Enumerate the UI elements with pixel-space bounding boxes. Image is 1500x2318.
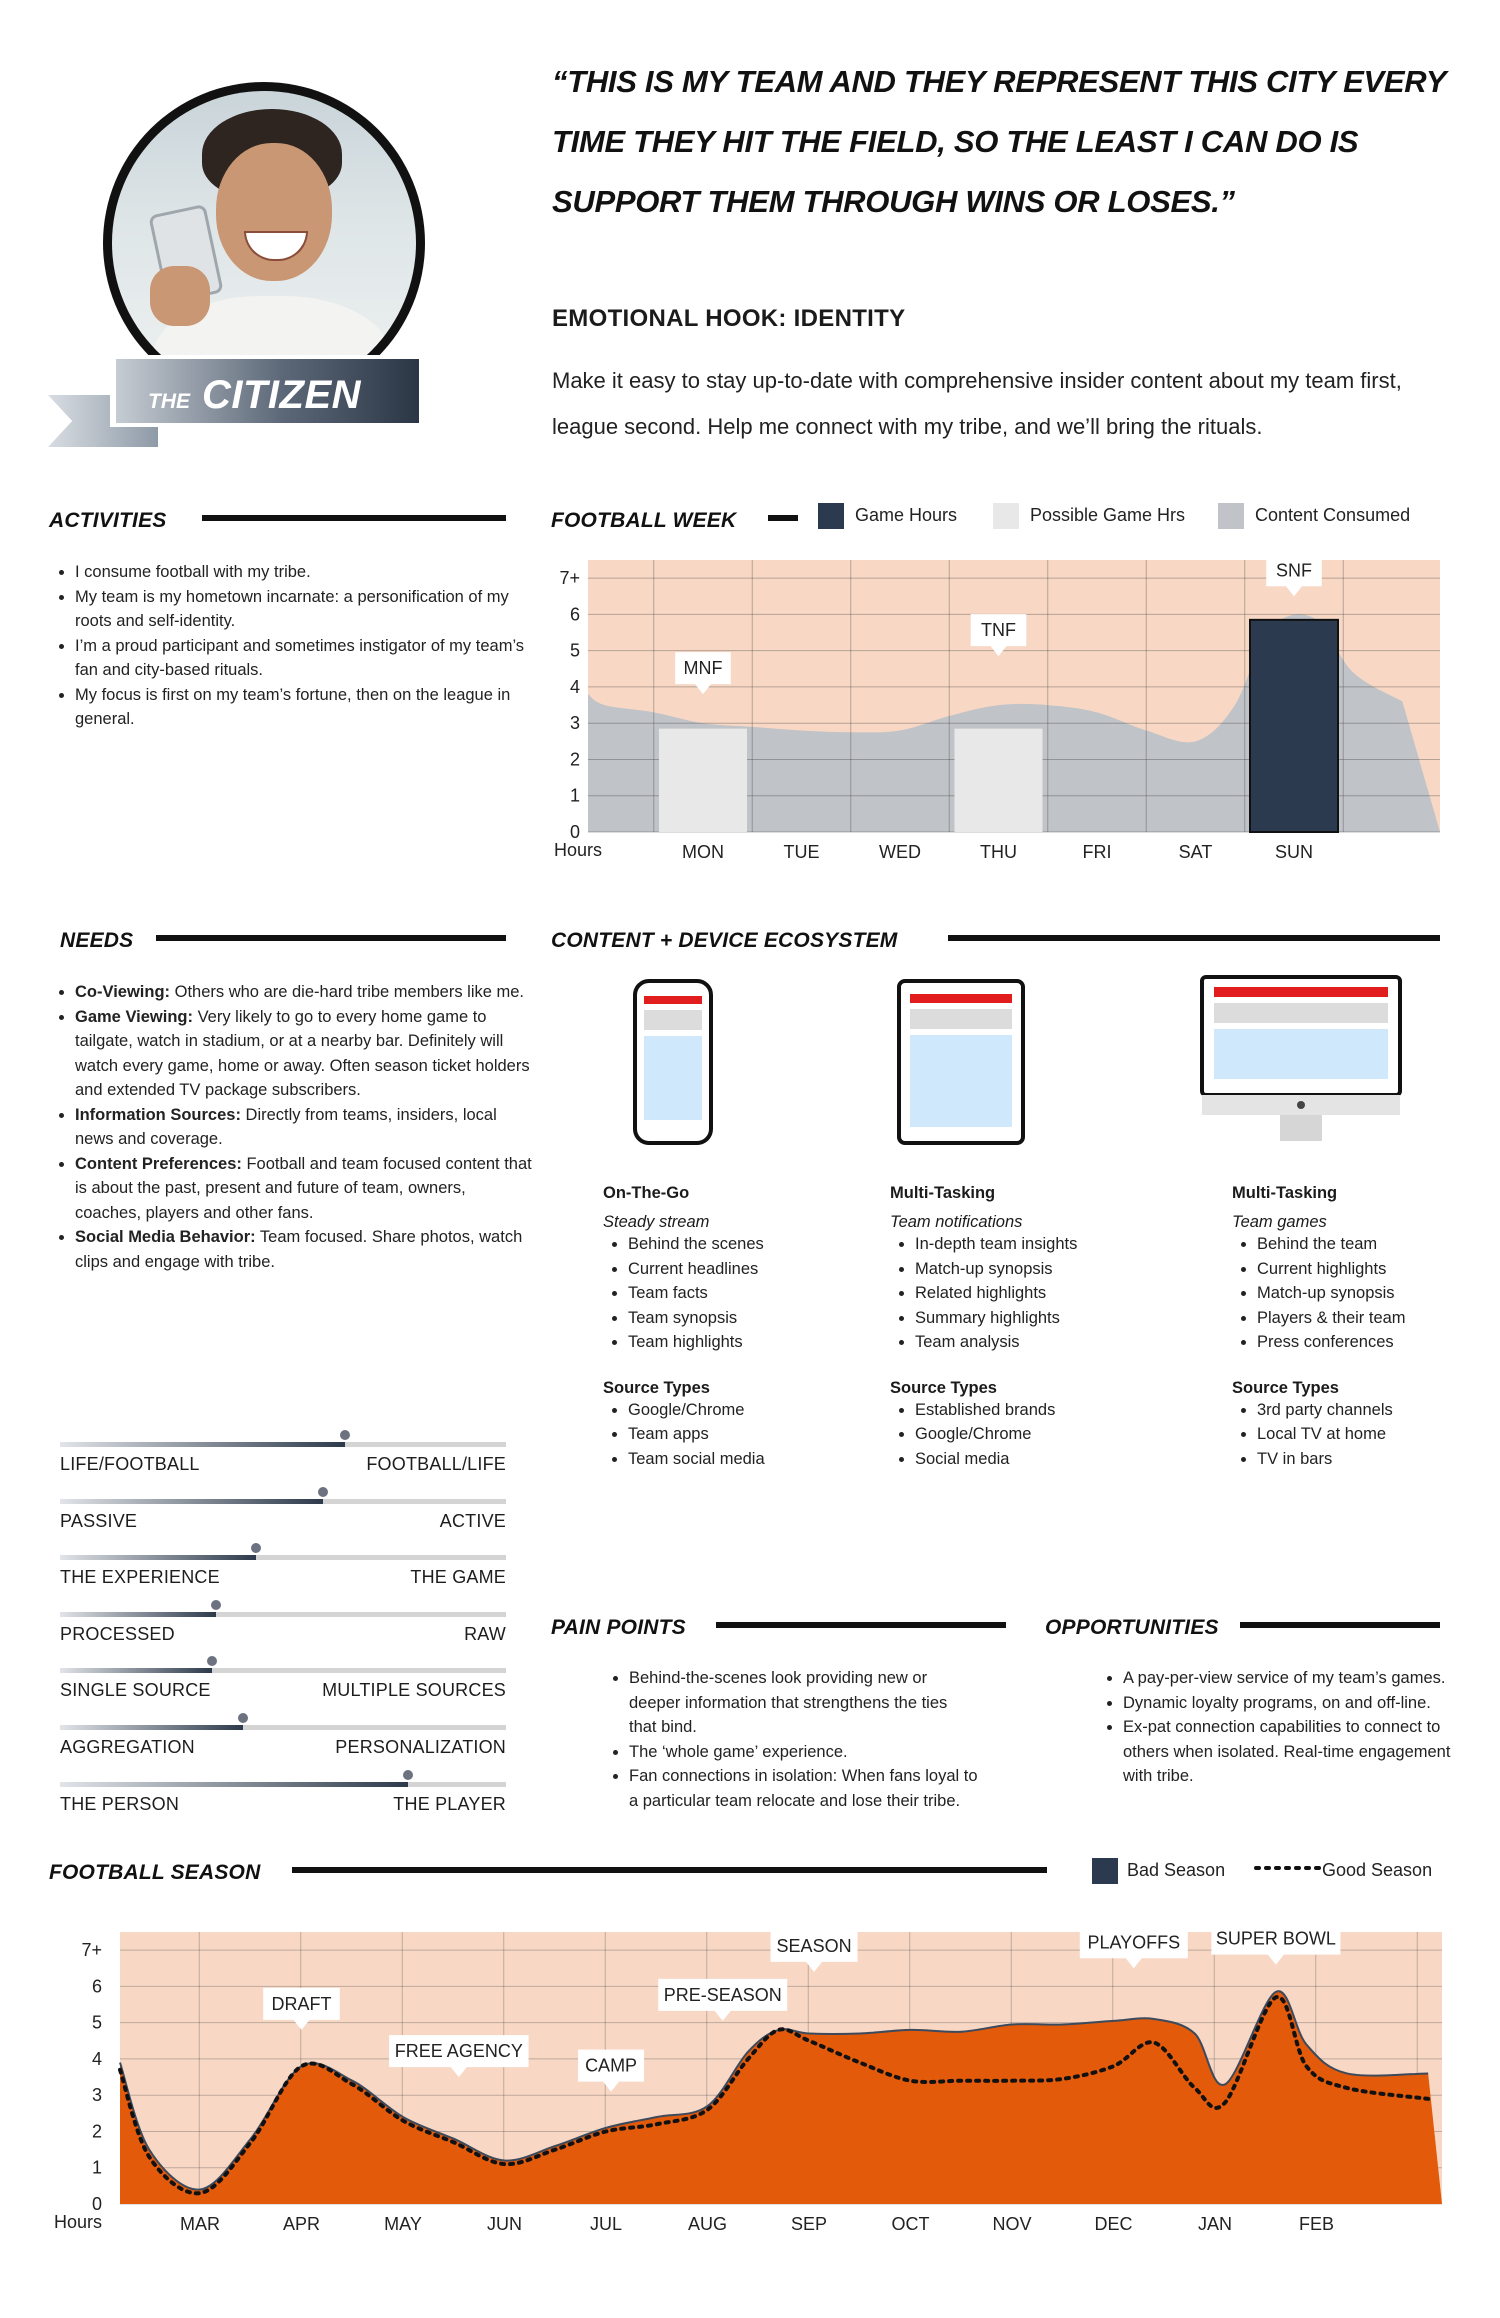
source-types-heading: Source Types (1232, 1378, 1339, 1397)
pain-point-item: • Behind-the-scenes look providing new or deeper information that strengthens the ties that bind. (629, 1666, 979, 1740)
callout-label: PLAYOFFS (1087, 1932, 1181, 1953)
slider-fill (60, 1555, 256, 1560)
slider-right-label: THE PLAYER (393, 1793, 506, 1814)
legend-label-game-hours: Game Hours (855, 505, 958, 525)
device-content-list (1232, 1232, 1462, 1355)
content-item: • Team synopsis (628, 1306, 863, 1331)
ecosystem-title: CONTENT + DEVICE ECOSYSTEM (551, 929, 898, 952)
slider-fill (60, 1499, 323, 1504)
callout-label: TNF (981, 620, 1016, 641)
name-banner-inner (116, 359, 419, 423)
slider-right-label: MULTIPLE SOURCES (322, 1680, 506, 1701)
emotional-hook-text: Make it easy to stay up-to-date with comprehensive insider content about my team first, league second. Help me connect with my tribe, and we’ll bring the rituals. (552, 368, 1402, 439)
pain-points-list (604, 1666, 979, 1813)
need-label: Content Preferences: (75, 1154, 242, 1173)
slider-fill (60, 1442, 345, 1447)
source-types-list (1232, 1398, 1462, 1472)
x-tick-label: MON (682, 842, 724, 862)
emotional-hook-title: EMOTIONAL HOOK: IDENTITY (552, 305, 906, 332)
y-tick-label: 3 (91, 2085, 102, 2106)
x-tick-label: DEC (1094, 2214, 1133, 2234)
persona-quote: “THIS IS MY TEAM AND THEY REPRESENT THIS CITY EVERY TIME THEY HIT THE FIELD, SO THE LEAST I CAN DO IS SUPPORT THEM THROUGH WINS OR LOSES.” (552, 64, 1446, 219)
need-item (75, 1225, 535, 1274)
need-item (75, 1152, 535, 1226)
slider-left-label: AGGREGATION (60, 1737, 195, 1757)
slider-fill (60, 1782, 408, 1787)
legend-swatch-content-consumed (1218, 503, 1244, 529)
device-content-list (890, 1232, 1120, 1355)
slider-fill (60, 1668, 212, 1673)
spectrum-sliders (60, 1440, 506, 1820)
content-item: • Match-up synopsis (915, 1257, 1120, 1282)
activities-list (50, 560, 535, 732)
spectrum-slider (60, 1440, 506, 1490)
slider-marker-icon (251, 1543, 261, 1553)
device-heading: On-The-Go (603, 1184, 690, 1202)
slider-right-label: ACTIVE (439, 1510, 506, 1531)
slider-marker-icon (340, 1430, 350, 1440)
source-item: • Team social media (628, 1447, 863, 1472)
source-types-list (890, 1398, 1120, 1472)
pain-points-title: PAIN POINTS (551, 1616, 686, 1639)
need-label: Game Viewing: (75, 1007, 193, 1026)
need-item (75, 980, 535, 1005)
y-tick-label: 2 (569, 749, 580, 770)
y-tick-label: 1 (569, 785, 580, 806)
content-item: • In-depth team insights (915, 1232, 1120, 1257)
content-item: • Behind the scenes (628, 1232, 863, 1257)
x-tick-label: WED (879, 842, 921, 862)
x-tick-label: THU (980, 842, 1017, 862)
y-tick-label: 2 (91, 2121, 102, 2142)
y-tick-label: 5 (91, 2012, 102, 2033)
slider-left-label: PROCESSED (60, 1623, 175, 1644)
y-tick-label: 3 (569, 713, 580, 734)
source-item: • Team apps (628, 1422, 863, 1447)
legend-label-possible-game-hrs: Possible Game Hrs (1030, 505, 1186, 525)
spectrum-slider (60, 1780, 506, 1830)
slider-fill (60, 1612, 216, 1617)
source-item: • Social media (915, 1447, 1120, 1472)
needs-rule (156, 935, 506, 941)
y-tick-label: 7+ (81, 1940, 102, 1961)
source-item: • Google/Chrome (628, 1398, 863, 1423)
football-week-chart (540, 550, 1450, 875)
callout-label: FREE AGENCY (394, 2041, 523, 2062)
content-item: • Related highlights (915, 1281, 1120, 1306)
content-item: • Current highlights (1257, 1257, 1462, 1282)
content-item: • Match-up synopsis (1257, 1281, 1462, 1306)
pain-point-item: • Fan connections in isolation: When fans loyal to a particular team relocate and lose their tribe. (629, 1764, 979, 1813)
source-types-heading: Source Types (603, 1378, 710, 1397)
x-tick-label: MAY (384, 2214, 422, 2234)
x-tick-label: OCT (891, 2214, 930, 2234)
legend-swatch-game-hours (818, 503, 844, 529)
pain-points-rule (716, 1622, 1006, 1628)
y-tick-label: 0 (569, 822, 580, 842)
needs-title: NEEDS (60, 929, 134, 952)
season-chart-rule (292, 1867, 1047, 1873)
slider-marker-icon (207, 1656, 217, 1666)
need-item (75, 1103, 535, 1152)
tablet-icon (896, 978, 1026, 1146)
x-tick-label: SUN (1274, 842, 1314, 862)
y-tick-label: 5 (569, 640, 580, 661)
slider-right-label: FOOTBALL/LIFE (366, 1454, 506, 1474)
device-subheading: Team notifications (890, 1213, 1023, 1231)
need-label: Co-Viewing: (75, 983, 171, 1001)
device-column-tablet (890, 1184, 1120, 1471)
source-item: • Local TV at home (1257, 1422, 1462, 1447)
activity-item: • My focus is first on my team’s fortune, then on the league in general. (75, 683, 535, 732)
persona-name: CITIZEN (202, 373, 362, 417)
need-text: Directly from teams, insiders, local news and coverage. (75, 1105, 497, 1148)
slider-right-label: RAW (464, 1623, 506, 1644)
ecosystem-rule (948, 935, 1440, 941)
callout-label: SUPER BOWL (1215, 1928, 1336, 1949)
source-item: • 3rd party channels (1257, 1398, 1462, 1423)
need-text: Team focused. Share photos, watch clips and engage with tribe. (75, 1228, 523, 1271)
opportunity-item: • Ex-pat connection capabilities to connect to others when isolated. Real-time engagement with tribe. (1123, 1715, 1463, 1789)
slider-right-label: THE GAME (410, 1567, 506, 1588)
y-tick-label: 0 (91, 2194, 102, 2214)
x-tick-label: NOV (992, 2214, 1032, 2234)
source-item: • TV in bars (1257, 1447, 1462, 1472)
legend-label-good-season: Good Season (1322, 1860, 1433, 1880)
source-types-heading: Source Types (890, 1378, 997, 1397)
activity-item: • I consume football with my tribe. (75, 560, 535, 585)
smiling-person-with-phone-photo (112, 91, 416, 395)
device-heading: Multi-Tasking (1232, 1184, 1338, 1202)
legend-swatch-bad-season (1092, 1858, 1118, 1884)
bar-possible-game-hrs (659, 729, 747, 832)
opportunities-title: OPPORTUNITIES (1045, 1616, 1219, 1639)
source-item: • Established brands (915, 1398, 1120, 1423)
slider-fill (60, 1725, 243, 1730)
legend-dotted-line-icon (1254, 1862, 1322, 1874)
content-item: • Team highlights (628, 1330, 863, 1355)
week-chart-rule (768, 515, 798, 521)
season-chart-title: FOOTBALL SEASON (49, 1861, 261, 1884)
device-content-list (603, 1232, 863, 1355)
slider-left-label: PASSIVE (60, 1510, 138, 1531)
content-item: • Players & their team (1257, 1306, 1462, 1331)
callout-label: PRE-SEASON (663, 1984, 782, 2005)
x-tick-label: SAT (1178, 842, 1213, 862)
activities-rule (202, 515, 506, 521)
y-tick-label: 4 (91, 2048, 102, 2069)
opportunity-item: • A pay-per-view service of my team’s games. (1123, 1666, 1463, 1691)
slider-marker-icon (318, 1487, 328, 1497)
callout-label: CAMP (585, 2055, 638, 2076)
x-tick-label: FEB (1298, 2214, 1335, 2234)
content-item: • Team analysis (915, 1330, 1120, 1355)
content-item: • Behind the team (1257, 1232, 1462, 1257)
y-tick-label: 4 (569, 676, 580, 697)
legend-label-bad-season: Bad Season (1127, 1860, 1226, 1880)
spectrum-slider (60, 1497, 506, 1547)
need-text: Others who are die-hard tribe members like me. (170, 983, 524, 1001)
callout-label: DRAFT (271, 1993, 332, 2014)
opportunity-item: • Dynamic loyalty programs, on and off-line. (1123, 1691, 1463, 1716)
x-tick-label: APR (282, 2214, 321, 2234)
spectrum-slider (60, 1723, 506, 1773)
x-tick-label: TUE (783, 842, 820, 862)
need-label: Social Media Behavior: (75, 1228, 256, 1246)
opportunities-rule (1240, 1622, 1440, 1628)
y-axis-label: Hours (54, 2212, 103, 2232)
spectrum-slider (60, 1610, 506, 1660)
bar-possible-game-hrs (955, 729, 1043, 832)
bar-game-hours (1250, 620, 1338, 832)
x-tick-label: JUN (487, 2214, 522, 2234)
content-item: • Current headlines (628, 1257, 863, 1282)
content-item: • Team facts (628, 1281, 863, 1306)
device-heading: Multi-Tasking (890, 1184, 996, 1202)
x-tick-label: JUL (589, 2214, 623, 2234)
content-item: • Summary highlights (915, 1306, 1120, 1331)
x-tick-label: JAN (1197, 2214, 1233, 2234)
device-subheading: Steady stream (603, 1213, 710, 1231)
device-column-desktop (1232, 1184, 1462, 1471)
slider-marker-icon (403, 1770, 413, 1780)
slider-right-label: PERSONALIZATION (335, 1737, 506, 1757)
need-label: Information Sources: (75, 1105, 241, 1124)
need-text: Football and team focused content that is about the past, present and future of team, owners, coaches, players and other fans. (75, 1154, 532, 1222)
legend-label-content-consumed: Content Consumed (1255, 505, 1411, 525)
x-tick-label: MAR (180, 2214, 220, 2234)
slider-left-label: THE EXPERIENCE (60, 1567, 220, 1588)
activities-title: ACTIVITIES (49, 509, 167, 532)
smartphone-icon (632, 978, 714, 1146)
slider-marker-icon (211, 1600, 221, 1610)
y-tick-label: 6 (569, 604, 580, 625)
persona-name-prefix: THE (148, 390, 190, 413)
y-tick-label: 6 (91, 1976, 102, 1997)
x-tick-label: FRI (1082, 842, 1112, 862)
activity-item: • My team is my hometown incarnate: a personification of my roots and self-identity. (75, 585, 535, 634)
football-season-chart (40, 1920, 1450, 2250)
y-axis-label: Hours (554, 840, 603, 860)
opportunities-list (1098, 1666, 1463, 1789)
slider-left-label: LIFE/FOOTBALL (60, 1454, 200, 1474)
week-chart-title: FOOTBALL WEEK (551, 509, 737, 532)
source-types-list (603, 1398, 863, 1472)
spectrum-slider (60, 1666, 506, 1716)
y-tick-label: 1 (91, 2157, 102, 2178)
pain-point-item: • The ‘whole game’ experience. (629, 1740, 979, 1765)
content-item: • Press conferences (1257, 1330, 1462, 1355)
desktop-monitor-icon (1200, 975, 1402, 1145)
slider-left-label: SINGLE SOURCE (60, 1680, 211, 1701)
callout-label: SEASON (776, 1935, 852, 1956)
need-text: Very likely to go to every home game to tailgate, watch in stadium, or at a nearby bar. Definitely will watch every game, home or away. Often season ticket holders and extended TV package subscribers. (75, 1007, 530, 1099)
x-tick-label: AUG (687, 2214, 728, 2234)
legend-swatch-possible-game-hrs (993, 503, 1019, 529)
needs-list (50, 980, 535, 1274)
callout-label: MNF (683, 658, 723, 679)
source-item: • Google/Chrome (915, 1422, 1120, 1447)
device-subheading: Team games (1232, 1213, 1327, 1231)
slider-left-label: THE PERSON (60, 1793, 180, 1814)
x-tick-label: SEP (790, 2214, 828, 2234)
need-item (75, 1005, 535, 1103)
device-column-mobile (603, 1184, 863, 1471)
callout-label: SNF (1276, 560, 1312, 581)
activity-item: • I’m a proud participant and sometimes instigator of my team’s fan and city-based rituals. (75, 634, 535, 683)
slider-marker-icon (238, 1713, 248, 1723)
y-tick-label: 7+ (559, 568, 580, 589)
spectrum-slider (60, 1553, 506, 1603)
